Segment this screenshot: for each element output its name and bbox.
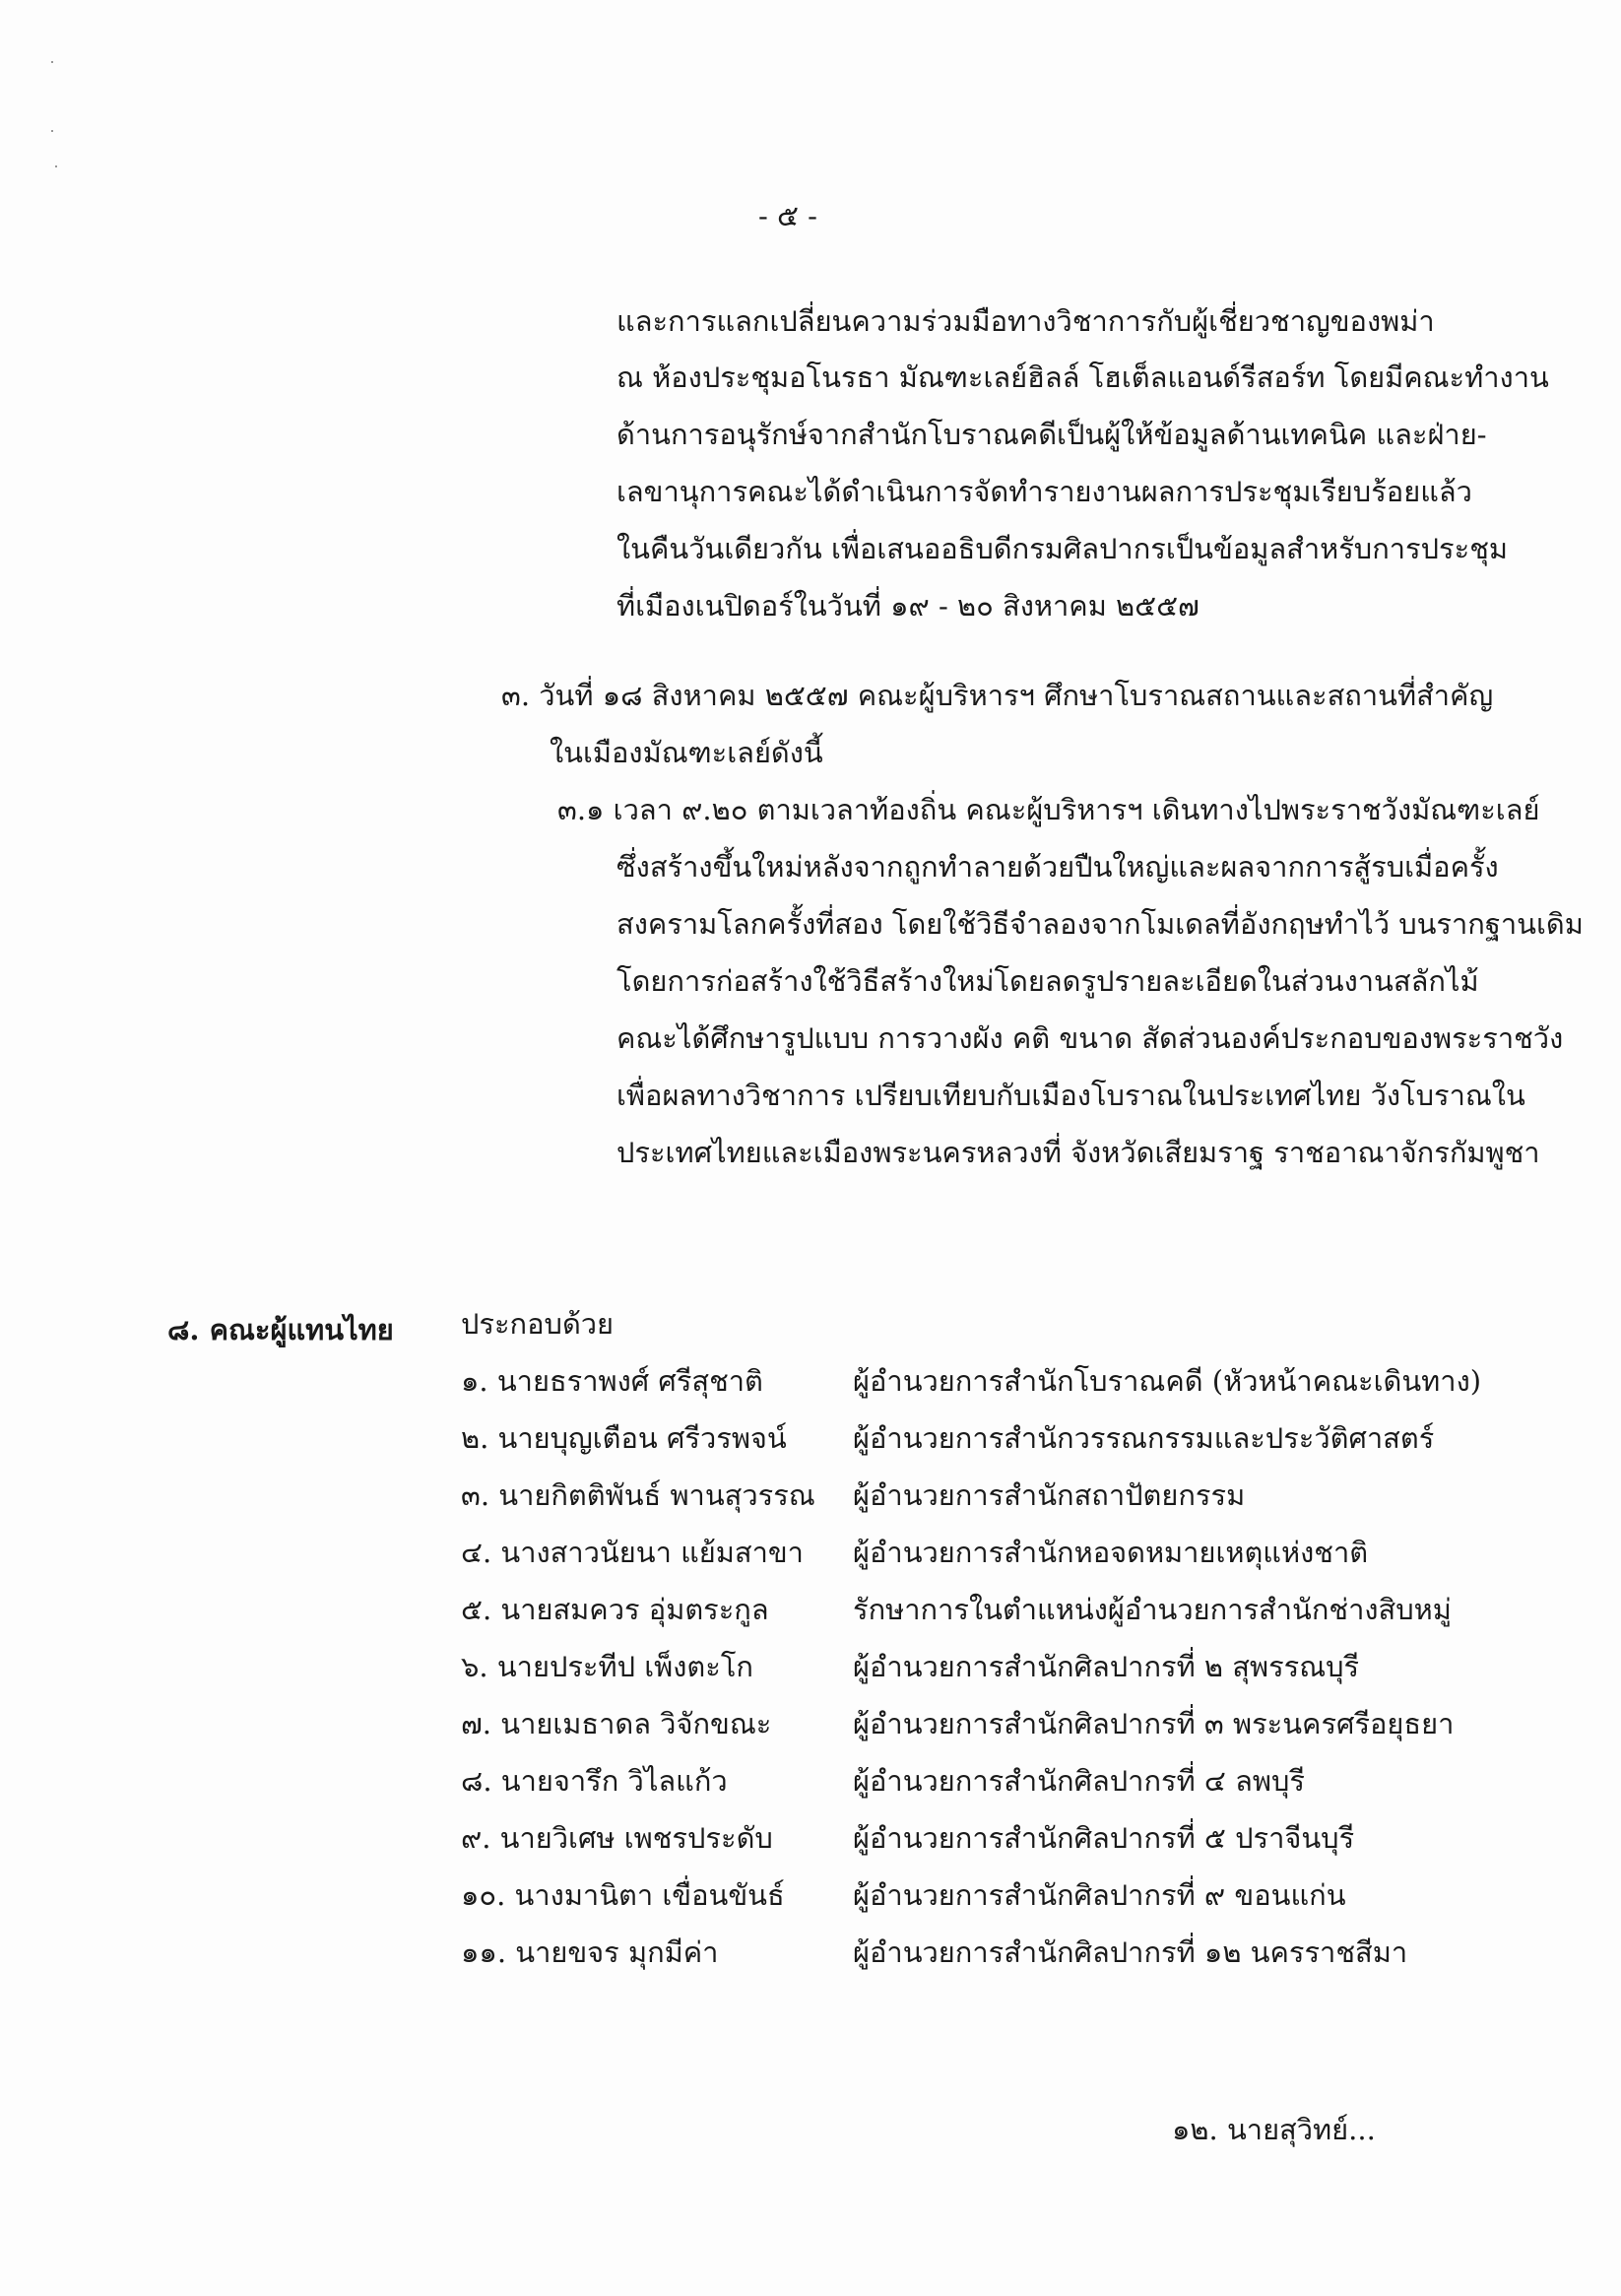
scan-speck — [55, 165, 57, 167]
member-name: ๗. นายเมธาดล วิจักขณะ — [461, 1707, 772, 1740]
member-position: ผู้อำนวยการสำนักหอจดหมายเหตุแห่งชาติ — [853, 1536, 1369, 1569]
paragraph-line: ณ ห้องประชุมอโนรธา มัณฑะเลย์ฮิลล์ โฮเต็ลแอนด์รีสอร์ท โดยมีคณะทำงาน — [616, 361, 1549, 394]
member-name: ๖. นายประทีป เพ็งตะโก — [461, 1650, 753, 1683]
item-3-1-line: ๓.๑ เวลา ๙.๒๐ ตามเวลาท้องถิ่น คณะผู้บริหารฯ เดินทางไปพระราชวังมัณฑะเลย์ — [557, 793, 1540, 826]
member-name: ๙. นายวิเศษ เพชรประดับ — [461, 1821, 773, 1855]
item-3-1-line: สงครามโลกครั้งที่สอง โดยใช้วิธีจำลองจากโมเดลที่อังกฤษทำไว้ บนรากฐานเดิม — [616, 907, 1584, 941]
member-position: ผู้อำนวยการสำนักศิลปากรที่ ๓ พระนครศรีอยุธยา — [853, 1707, 1455, 1740]
member-name: ๑. นายธราพงศ์ ศรีสุชาติ — [461, 1364, 763, 1398]
scan-speck — [51, 61, 53, 63]
member-name: ๑๑. นายขจร มุกมีค่า — [461, 1935, 719, 1969]
item-3-1-line: ซึ่งสร้างขึ้นใหม่หลังจากถูกทำลายด้วยปืนใหญ่และผลจากการสู้รบเมื่อครั้ง — [616, 850, 1499, 884]
member-position: ผู้อำนวยการสำนักโบราณคดี (หัวหน้าคณะเดินทาง) — [853, 1364, 1482, 1398]
member-name: ๘. นายจารึก วิไลแก้ว — [461, 1764, 728, 1798]
page-number: - ๕ - — [758, 199, 817, 232]
member-position: ผู้อำนวยการสำนักศิลปากรที่ ๒ สุพรรณบุรี — [853, 1650, 1360, 1683]
member-position: ผู้อำนวยการสำนักศิลปากรที่ ๔ ลพบุรี — [853, 1764, 1305, 1798]
section-8-title: ๘. คณะผู้แทนไทย — [167, 1313, 394, 1346]
member-position: ผู้อำนวยการสำนักสถาปัตยกรรม — [853, 1478, 1246, 1512]
member-name: ๕. นายสมควร อุ่มตระกูล — [461, 1593, 769, 1626]
paragraph-line: และการแลกเปลี่ยนความร่วมมือทางวิชาการกับผู้เชี่ยวชาญของพม่า — [616, 304, 1435, 338]
item-3-1-line: โดยการก่อสร้างใช้วิธีสร้างใหม่โดยลดรูปรายละเอียดในส่วนงานสลักไม้ — [616, 964, 1479, 998]
member-name: ๔. นางสาวนัยนา แย้มสาขา — [461, 1536, 804, 1569]
member-name: ๒. นายบุญเตือน ศรีวรพจน์ — [461, 1421, 787, 1455]
item-3-line: ๓. วันที่ ๑๘ สิงหาคม ๒๕๕๗ คณะผู้บริหารฯ ศึกษาโบราณสถานและสถานที่สำคัญ — [501, 679, 1494, 712]
member-position: ผู้อำนวยการสำนักศิลปากรที่ ๕ ปราจีนบุรี — [853, 1821, 1355, 1855]
item-3-1-line: ประเทศไทยและเมืองพระนครหลวงที่ จังหวัดเสียมราฐ ราชอาณาจักรกัมพูชา — [616, 1136, 1540, 1169]
member-name: ๑๐. นางมานิตา เขื่อนขันธ์ — [461, 1878, 785, 1912]
member-position: ผู้อำนวยการสำนักศิลปากรที่ ๑๒ นครราชสีมา — [853, 1935, 1408, 1969]
member-position: ผู้อำนวยการสำนักศิลปากรที่ ๙ ขอนแก่น — [853, 1878, 1346, 1912]
member-name: ๓. นายกิตติพันธ์ พานสุวรรณ — [461, 1478, 815, 1512]
member-position: รักษาการในตำแหน่งผู้อำนวยการสำนักช่างสิบหมู่ — [853, 1593, 1452, 1626]
paragraph-line: ในคืนวันเดียวกัน เพื่อเสนออธิบดีกรมศิลปากรเป็นข้อมูลสำหรับการประชุม — [616, 532, 1508, 565]
section-8-intro: ประกอบด้วย — [461, 1307, 615, 1341]
paragraph-line: ที่เมืองเนปิดอร์ในวันที่ ๑๙ - ๒๐ สิงหาคม ๒๕๕๗ — [616, 589, 1200, 623]
scan-speck — [51, 130, 53, 132]
item-3-1-line: คณะได้ศึกษารูปแบบ การวางผัง คติ ขนาด สัดส่วนองค์ประกอบของพระราชวัง — [616, 1021, 1564, 1055]
continuation-note: ๑๒. นายสุวิทย์... — [1172, 2113, 1376, 2146]
paragraph-line: เลขานุการคณะได้ดำเนินการจัดทำรายงานผลการประชุมเรียบร้อยแล้ว — [616, 475, 1472, 508]
member-position: ผู้อำนวยการสำนักวรรณกรรมและประวัติศาสตร์ — [853, 1421, 1435, 1455]
paragraph-line: ด้านการอนุรักษ์จากสำนักโบราณคดีเป็นผู้ให้ข้อมูลด้านเทคนิค และฝ่าย- — [616, 418, 1487, 451]
item-3-1-line: เพื่อผลทางวิชาการ เปรียบเทียบกับเมืองโบราณในประเทศไทย วังโบราณใน — [616, 1079, 1525, 1112]
item-3-line: ในเมืองมัณฑะเลย์ดังนี้ — [550, 736, 823, 769]
